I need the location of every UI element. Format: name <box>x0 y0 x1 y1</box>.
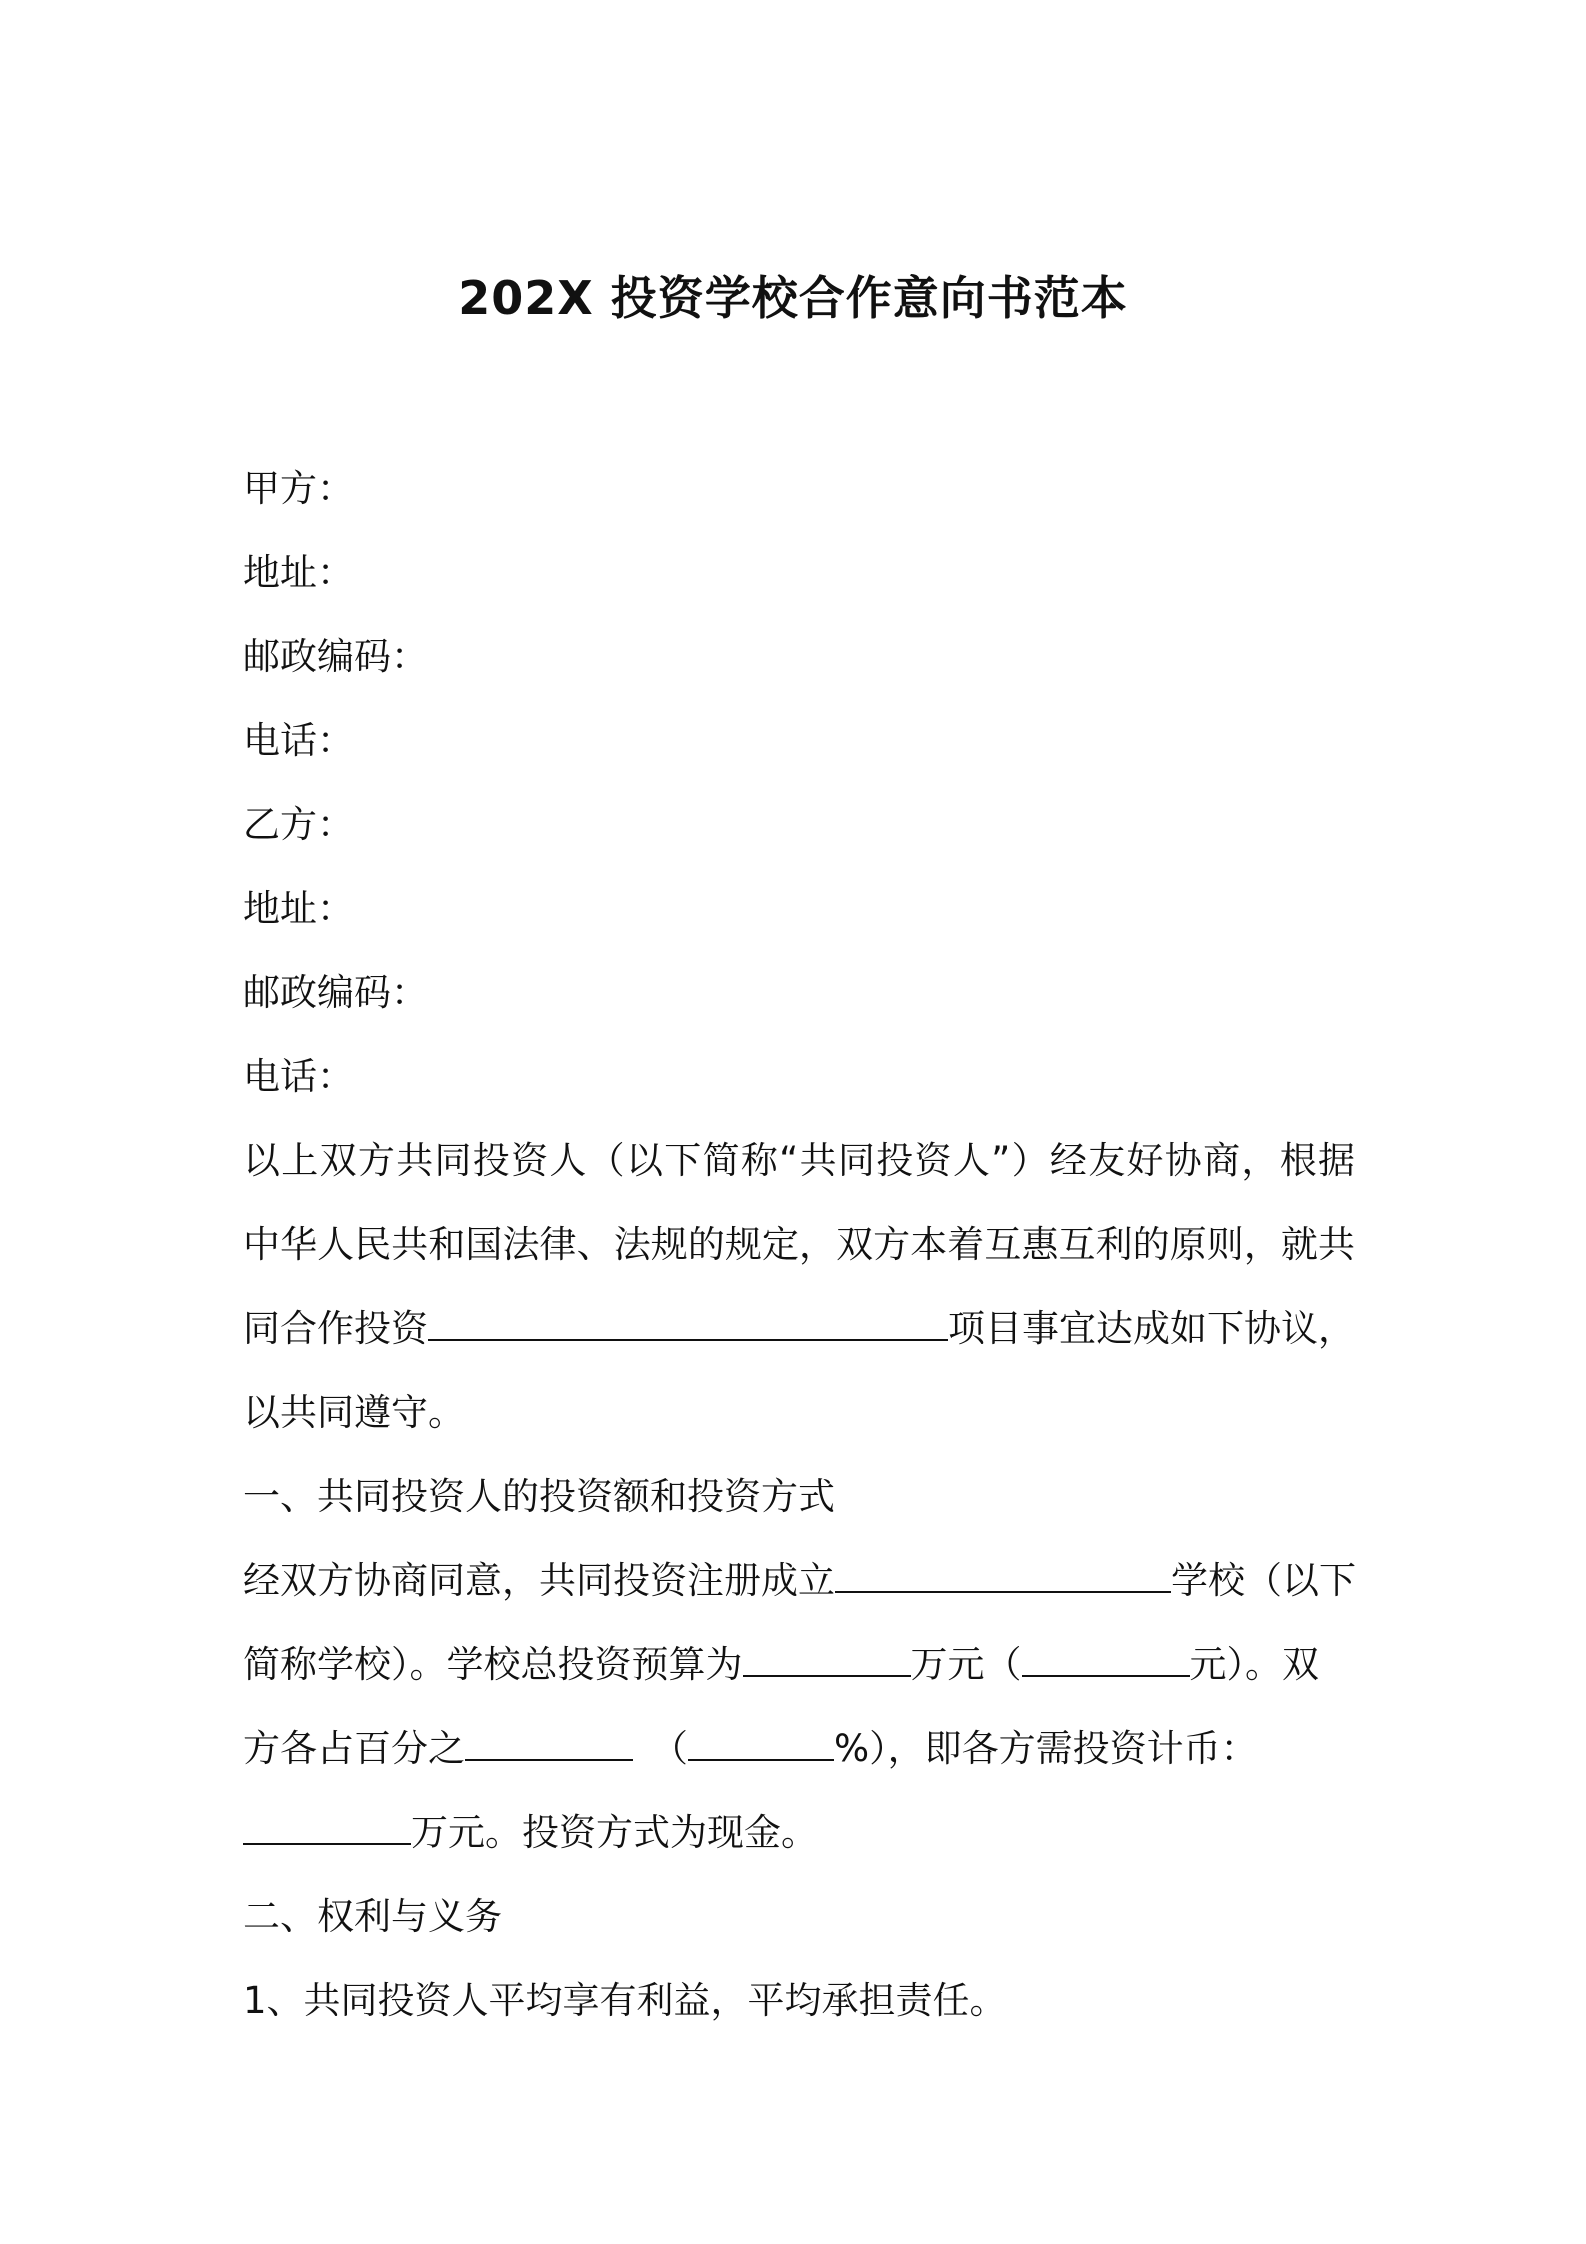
section-1-line-3-post: %），即各方需投资计币： <box>834 1727 1258 1770</box>
percent-text-blank <box>465 1729 633 1761</box>
school-name-blank <box>835 1561 1171 1593</box>
section-1-line-2-pre: 简称学校）。学校总投资预算为 <box>243 1643 743 1686</box>
section-1-line-2 <box>243 1623 1355 1707</box>
document-body <box>243 447 1355 2043</box>
section-1-paragraph <box>243 1539 1355 1875</box>
intro-line-3-pre: 同合作投资 <box>243 1307 428 1350</box>
section-1-line-3 <box>243 1707 1355 1791</box>
party-b-address-label: 地址： <box>243 887 354 930</box>
section-2-item-1: 1、共同投资人平均享有利益，平均承担责任。 <box>243 1979 1007 2022</box>
section-1-line-2-mid: 万元（ <box>910 1643 1022 1686</box>
section-1-line-3-mid: （ <box>651 1727 688 1770</box>
section-1-line-3-pre: 方各占百分之 <box>243 1727 465 1770</box>
party-a-label: 甲方： <box>243 467 354 510</box>
project-name-blank <box>428 1309 948 1341</box>
section-1-line-1-post: 学校（以下 <box>1171 1559 1356 1602</box>
intro-paragraph <box>243 1119 1355 1455</box>
party-b-postcode-label: 邮政编码： <box>243 971 428 1014</box>
party-a-address-label: 地址： <box>243 551 354 594</box>
percent-number-blank <box>688 1729 834 1761</box>
section-1-line-2-post: 元）。双 <box>1189 1643 1319 1686</box>
party-b-label: 乙方： <box>243 803 354 846</box>
section-1-line-1 <box>243 1539 1355 1623</box>
intro-line-1: 以上双方共同投资人（以下简称“共同投资人”）经友好协商，根据 <box>243 1139 1355 1182</box>
section-1-line-4 <box>243 1791 1355 1875</box>
intro-line-2: 中华人民共和国法律、法规的规定，双方本着互惠互利的原则，就共 <box>243 1223 1355 1266</box>
intro-line-3-post: 项目事宜达成如下协议， <box>948 1307 1355 1350</box>
party-a-postcode-label: 邮政编码： <box>243 635 428 678</box>
party-b-phone-label: 电话： <box>243 1055 354 1098</box>
section-1-heading: 一、共同投资人的投资额和投资方式 <box>243 1475 835 1518</box>
section-1-line-1-pre: 经双方协商同意，共同投资注册成立 <box>243 1559 835 1602</box>
intro-line-3 <box>243 1287 1355 1371</box>
section-1-line-4-post: 万元。投资方式为现金。 <box>411 1811 818 1854</box>
each-investment-blank <box>243 1813 411 1845</box>
section-2-heading: 二、权利与义务 <box>243 1895 502 1938</box>
document-title: 202X 投资学校合作意向书范本 <box>458 271 1128 325</box>
budget-wan-blank <box>743 1645 911 1677</box>
intro-line-4: 以共同遵守。 <box>243 1391 465 1434</box>
party-a-phone-label: 电话： <box>243 719 354 762</box>
budget-yuan-blank <box>1022 1645 1190 1677</box>
